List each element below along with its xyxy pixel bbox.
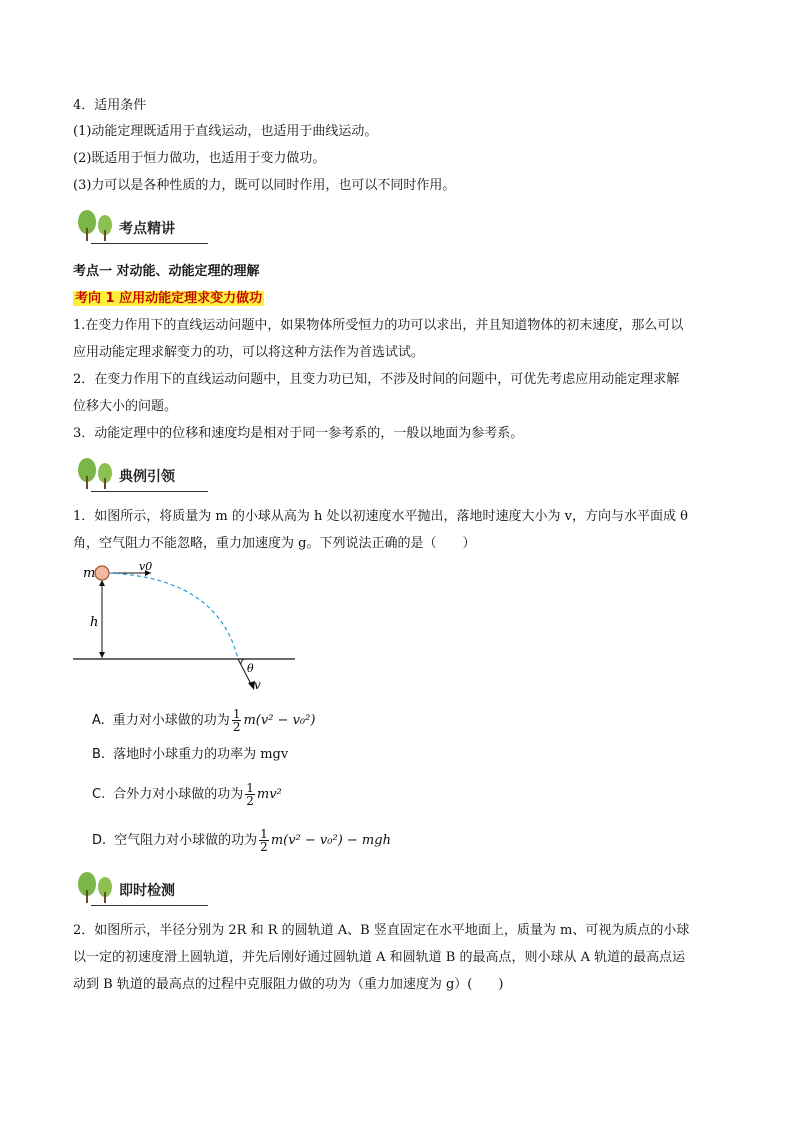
option-b-letter: B. <box>92 747 106 762</box>
condition-item-3: (3)力可以是各种性质的力，既可以同时作用，也可以不同时作用。 <box>73 178 456 193</box>
paragraph-3: 3．动能定理中的位移和速度均是相对于同一参考系的，一般以地面为参考系。 <box>73 426 524 441</box>
q2-line-3: 动到 B 轨道的最高点的过程中克服阻力做的功为（重力加速度为 g）( ) <box>73 977 504 992</box>
option-a-text: 重力对小球做的功为 <box>112 712 230 728</box>
fraction-half: $\frac{1}{2}$ <box>260 827 268 854</box>
fraction-half: $\frac{1}{2}$ <box>232 707 241 734</box>
direction-label: 考向 1 应用动能定理求变力做功 <box>75 291 263 306</box>
trajectory <box>109 573 238 659</box>
section-underline <box>91 491 208 492</box>
option-d[interactable] <box>92 828 391 853</box>
paragraph-2a: 2．在变力作用下的直线运动问题中，且变力功已知，不涉及时间的问题中，可优先考虑应用动能定理求解 <box>73 372 680 387</box>
option-a[interactable] <box>92 708 315 733</box>
figure-label-theta: θ <box>247 662 254 675</box>
figure-label-m: m <box>83 566 96 581</box>
conditions-heading: 4．适用条件 <box>73 98 147 113</box>
q2-line-2: 以一定的初速度滑上圆轨道，并先后刚好通过圆轨道 A 和圆轨道 B 的最高点，则小球从 A 轨道的最高点运 <box>73 950 686 965</box>
option-d-letter: D. <box>92 832 107 848</box>
option-d-expr: m(v² − v₀²) − mgh <box>270 832 391 848</box>
tree-icon <box>75 210 119 242</box>
tree-icon <box>75 458 119 490</box>
ball <box>95 566 109 580</box>
section-header-jishi <box>73 872 208 906</box>
section-title: 即时检测 <box>119 883 175 899</box>
section-title: 典例引领 <box>119 469 175 485</box>
q1-line-1: 1．如图所示，将质量为 m 的小球从高为 h 处以初速度水平抛出，落地时速度大小为 v，方向与水平面成 θ <box>73 509 688 524</box>
section-title: 考点精讲 <box>119 221 175 237</box>
option-a-letter: A. <box>92 712 105 728</box>
paragraph-2b: 位移大小的问题。 <box>73 399 178 414</box>
tree-icon <box>75 872 119 904</box>
figure-label-v0: v0 <box>139 560 153 573</box>
option-c[interactable] <box>92 782 282 807</box>
direction-label-wrap <box>73 290 264 308</box>
figure-label-h: h <box>90 615 99 630</box>
topic-title: 考点一 对动能、动能定理的理解 <box>73 264 260 279</box>
q1-line-2: 角，空气阻力不能忽略，重力加速度为 g。下列说法正确的是（ ） <box>73 536 476 551</box>
option-d-text: 空气阻力对小球做的功为 <box>114 832 258 848</box>
fraction-half: $\frac{1}{2}$ <box>246 781 254 808</box>
option-a-expr: m(v² − v₀²) <box>243 712 316 728</box>
option-c-expr: mv² <box>256 786 282 802</box>
option-b[interactable] <box>92 746 288 764</box>
condition-item-1: (1)动能定理既适用于直线运动，也适用于曲线运动。 <box>73 124 378 139</box>
paragraph-1b: 应用动能定理求解变力的功，可以将这种方法作为首选试试。 <box>73 345 425 360</box>
condition-item-2: (2)既适用于恒力做功，也适用于变力做功。 <box>73 151 326 166</box>
option-b-text: 落地时小球重力的功率为 mgv <box>113 747 289 762</box>
section-header-dianli <box>73 458 208 492</box>
section-underline <box>91 243 208 244</box>
projectile-figure <box>73 560 303 695</box>
option-c-letter: C. <box>92 786 106 802</box>
q2-line-1: 2．如图所示，半径分别为 2R 和 R 的圆轨道 A、B 竖直固定在水平地面上，质量为 m、可视为质点的小球 <box>73 923 690 938</box>
figure-label-v: v <box>254 678 261 692</box>
paragraph-1a: 1.在变力作用下的直线运动问题中，如果物体所受恒力的功可以求出，并且知道物体的初末速度，那么可以 <box>73 318 684 333</box>
section-header-kaodian <box>73 210 208 244</box>
option-c-text: 合外力对小球做的功为 <box>113 786 244 802</box>
section-underline <box>91 905 208 906</box>
